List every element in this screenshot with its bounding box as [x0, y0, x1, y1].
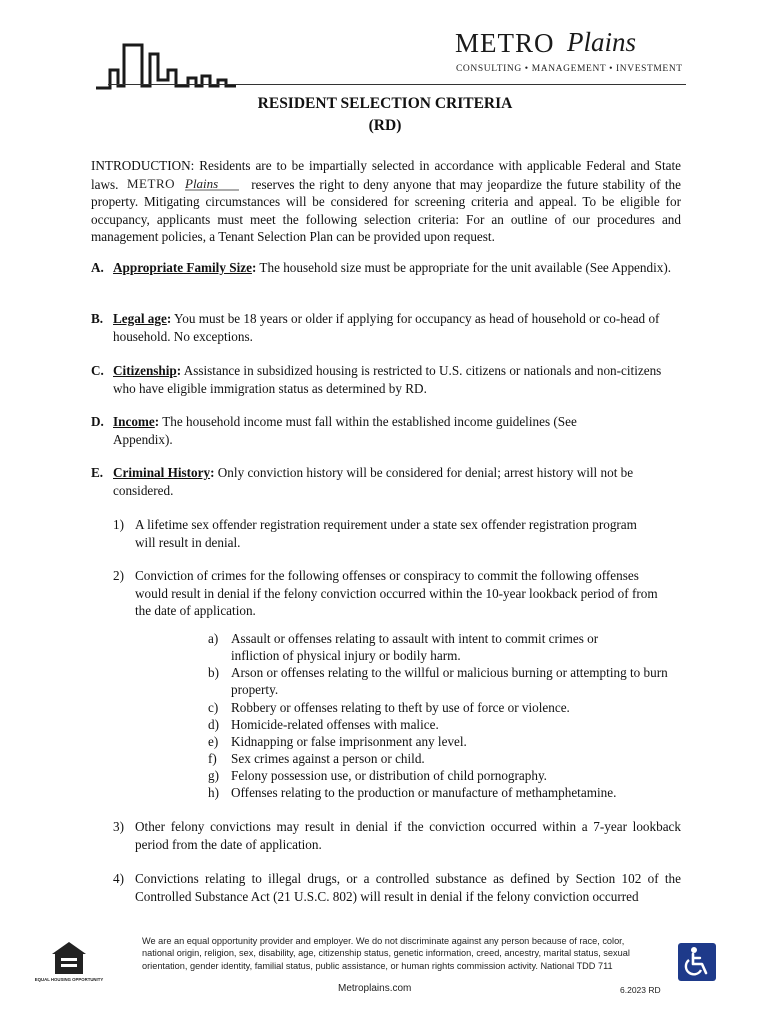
offense-letter: b): [208, 665, 219, 680]
section-text: Only conviction history will be considered for denial; arrest history will not be considered.: [113, 465, 634, 498]
offense-item: [208, 733, 678, 750]
section-heading: Income: [113, 414, 155, 429]
section-letter: D.: [91, 414, 104, 429]
section-legal-age: [91, 310, 681, 345]
criminal-item: [113, 818, 681, 853]
section-heading: Criminal History: [113, 465, 211, 480]
section-colon: :: [251, 260, 257, 275]
item-number: 2): [113, 568, 124, 583]
offense-item: [208, 664, 678, 698]
inline-logo-plains: Plains: [184, 175, 219, 191]
offense-item: [208, 750, 678, 767]
page-subtitle: (RD): [368, 117, 402, 134]
offense-item: [208, 630, 678, 664]
logo-wordmark-plains: Plains: [567, 27, 637, 57]
offense-text: Felony possession use, or distribution of child pornography.: [231, 768, 547, 783]
offense-text: Homicide-related offenses with malice.: [231, 717, 439, 732]
equal-housing-opportunity-icon: [34, 940, 104, 988]
criminal-item: [113, 870, 681, 905]
offense-letter: f): [208, 751, 217, 766]
item-number: 3): [113, 819, 124, 834]
item-text: A lifetime sex offender registration requirement under a state sex offender registration program will result in denial.: [135, 517, 637, 550]
section-text: You must be 18 years or older if applying for occupancy as head of household or co-head of household. No exceptions.: [113, 311, 660, 344]
section-income: [91, 413, 681, 448]
offense-item: [208, 784, 678, 801]
logo-wordmark-metro: METRO: [455, 28, 555, 58]
offense-item: [208, 699, 678, 716]
intro-text-end: reserves the right to deny anyone that may jeopardize the future stability of the property. Mitigating circumstances will be considered for screening criteria and appeal. To be eligible for occupancy, applicants must meet the following selection criteria: For an outline of our procedures and management policies, a Tenant Selection Plan can be provided upon request.: [91, 176, 682, 245]
section-heading: Legal age: [113, 311, 167, 326]
item-number: 1): [113, 517, 124, 532]
section-family-size: [91, 259, 681, 277]
offense-text: Kidnapping or false imprisonment any level.: [231, 734, 467, 749]
offense-text: Offenses relating to the production or manufacture of methamphetamine.: [231, 785, 617, 800]
offense-text: Sex crimes against a person or child.: [231, 751, 425, 766]
offense-item: [208, 716, 678, 733]
item-text: Other felony convictions may result in denial if the conviction occurred within a 7-year lookback period from the date of application.: [135, 819, 681, 852]
section-letter: E.: [91, 465, 104, 480]
item-text: Conviction of crimes for the following offenses or conspiracy to commit the following offenses would result in denial if the felony conviction occurred within the 10-year lookback period of from the date of application.: [135, 568, 658, 619]
intro-text-start: INTRODUCTION: Residents are to be impartially selected in accordance with applicable Federal and State laws.: [91, 158, 681, 192]
offense-text: Arson or offenses relating to the willful or malicious burning or attempting to burn property.: [231, 665, 668, 698]
section-heading: Citizenship: [113, 363, 177, 378]
intro-paragraph: [91, 157, 681, 246]
footer-document-code: 6.2023 RD: [620, 985, 661, 995]
logo-tagline: CONSULTING • MANAGEMENT • INVESTMENT: [456, 64, 683, 74]
section-text: The household income must fall within the established income guidelines (See Appendix).: [113, 414, 577, 447]
offense-letter: g): [208, 768, 219, 783]
section-letter: C.: [91, 363, 104, 378]
offense-letter: d): [208, 717, 219, 732]
criminal-item: [113, 567, 663, 620]
section-citizenship: [91, 362, 681, 397]
section-text: Assistance in subsidized housing is restricted to U.S. citizens or nationals and non-citizens who have eligible immigration status as determined by RD.: [113, 363, 662, 396]
offense-text: Assault or offenses relating to assault with intent to commit crimes or infliction of physical injury or bodily harm.: [231, 631, 599, 664]
section-letter: A.: [91, 260, 104, 275]
page-title: RESIDENT SELECTION CRITERIA: [257, 95, 513, 112]
offense-letter: e): [208, 734, 219, 749]
section-colon: :: [166, 311, 172, 326]
footer-equal-opportunity-statement: We are an equal opportunity provider and employer. We do not discriminate against any person because of race, color, national origin, religion, sex, disability, age, citizenship status, genetic information, creed, ancestry, marital status, sexual orientation, gender identity, familial status, public assistance, or human rights commission activity. National TDD 711: [142, 936, 630, 971]
section-colon: :: [210, 465, 215, 480]
eho-label: EQUAL HOUSING OPPORTUNITY: [34, 977, 104, 982]
section-text: The household size must be appropriate for the unit available (See Appendix).: [256, 260, 672, 275]
section-colon: :: [176, 363, 182, 378]
section-colon: :: [154, 414, 160, 429]
section-letter: B.: [91, 311, 104, 326]
inline-metroplains-logo: [127, 175, 243, 191]
item-text: Convictions relating to illegal drugs, or a controlled substance as defined by Section 102 of the Controlled Substance Act (21 U.S.C. 802) will result in denial if the felony conviction occurred: [135, 871, 681, 904]
metroplains-logo: [453, 26, 683, 66]
offense-item: [208, 767, 678, 784]
offense-letter: h): [208, 785, 219, 800]
inline-logo-metro: METRO: [126, 175, 175, 191]
item-number: 4): [113, 871, 124, 886]
header-divider: [108, 84, 686, 85]
criminal-item: [113, 516, 653, 551]
offense-letter: a): [208, 631, 219, 646]
section-criminal-history: [91, 464, 681, 499]
offense-text: Robbery or offenses relating to theft by use of force or violence.: [231, 700, 570, 715]
accessibility-wheelchair-icon: [678, 943, 716, 981]
offense-letter: c): [208, 700, 219, 715]
section-heading: Appropriate Family Size: [113, 260, 252, 275]
footer-website-link[interactable]: Metroplains.com: [338, 983, 412, 994]
